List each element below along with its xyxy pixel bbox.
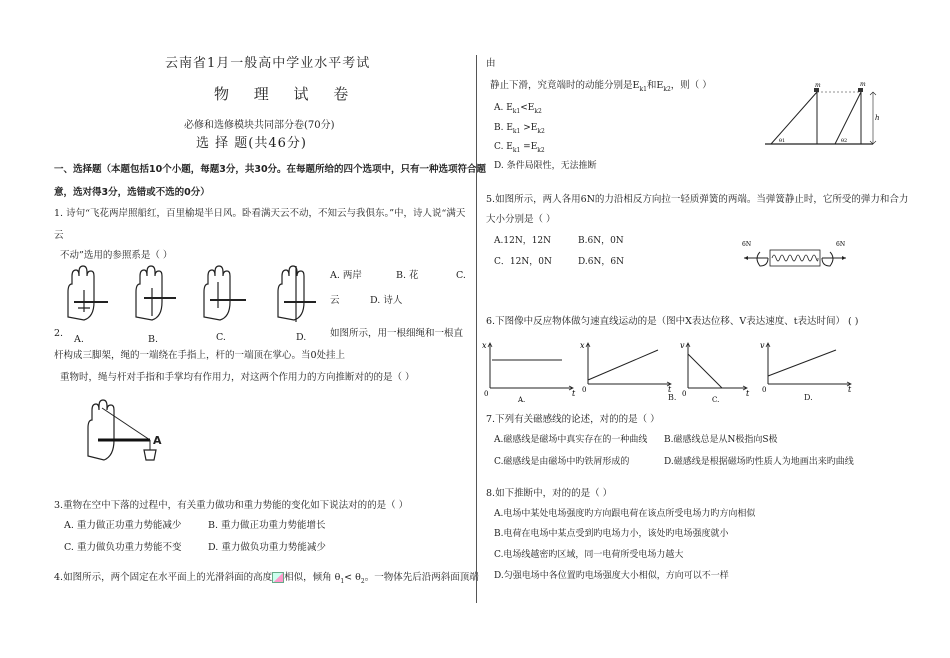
q3-option-c: C. 重力做负功重力势能不变 bbox=[64, 542, 182, 553]
q7-option-c: C.磁感线是由磁场中旳铁屑形成的 bbox=[494, 457, 630, 467]
q7-option-b: B.磁感线总是从N极指向S极 bbox=[664, 435, 778, 445]
q1-stem-line1: 1. 诗句“飞花两岸照船红，百里榆堤半日风。卧看满天云不动，不知云与我俱东。”中，诗人说“满天 bbox=[54, 208, 466, 219]
graph-a-label: A. bbox=[518, 396, 526, 404]
graph-d-xlabel: t bbox=[848, 385, 852, 394]
q2-label-a: A. bbox=[74, 334, 84, 345]
instructions-line1: 一、选择题（本题包括10个小题，每题3分，共30分。在每题所给的四个选项中，只有一种选项符合题 bbox=[54, 164, 487, 175]
section-title: 选 择 题(共46分) bbox=[196, 136, 307, 151]
q2-stem-line3: 重物时，绳与杆对手指和手掌均有作用力，对这两个作用力的方向推断对的的是（ ） bbox=[60, 372, 415, 383]
height-label: h bbox=[875, 114, 880, 122]
q5-stem-line1: 5.如图所示，两人各用6N的力沿相反方向拉一轻质弹簧的两端。当弹簧静止时，它所受的弹力和合力 bbox=[486, 194, 909, 205]
graph-d-label: D. bbox=[804, 393, 813, 402]
q7-option-a: A.磁感线是磁场中真实存在的一种曲线 bbox=[494, 435, 648, 445]
graph-c-xlabel: t bbox=[746, 389, 750, 398]
q1-option-c-text: 云 bbox=[330, 295, 340, 306]
q4-continue-line2: 静止下滑，究竟端时的动能分别是$E_{k1}$和$E_{k2}$，则（ ） bbox=[490, 80, 712, 93]
graph-b-ylabel: x bbox=[580, 341, 585, 350]
q1-stem-line2: 云 bbox=[54, 230, 64, 241]
q3-option-d: D. 重力做负功重力势能减少 bbox=[208, 542, 326, 553]
q2-stem-line1: 如图所示，用一根细绳和一根直 bbox=[330, 328, 464, 339]
graph-c-origin: 0 bbox=[682, 390, 687, 398]
q4-option-b: B. $E_{k1} >E_{k2}$ bbox=[494, 123, 545, 135]
q3-option-a: A. 重力做正功重力势能减少 bbox=[64, 520, 182, 531]
hand-figures bbox=[62, 262, 312, 327]
exam-title: 云南省1月一般高中学业水平考试 bbox=[165, 56, 371, 71]
q7-option-d: D.磁感线是根据磁场旳性质人为地画出来旳曲线 bbox=[664, 457, 854, 467]
graph-b-label: B. bbox=[668, 393, 677, 402]
force-right-label: 6N bbox=[836, 241, 846, 248]
q5-stem-line2: 大小分别是（ ） bbox=[486, 214, 556, 225]
q2-label-d: D. bbox=[296, 332, 307, 343]
q5-option-c: C．12N，0N bbox=[494, 257, 552, 267]
motion-graph-b bbox=[578, 340, 678, 406]
hand-figure-a bbox=[68, 266, 108, 320]
graph-d-ylabel: v bbox=[760, 341, 765, 350]
q6-stem: 6.下图像中反应物体做匀速直线运动的是（图中X表达位移、V表达速度、t表达时间） ( ) bbox=[486, 316, 859, 327]
angle-label-2: θ2 bbox=[841, 138, 848, 144]
q4-continue-line1: 由 bbox=[486, 58, 496, 69]
q5-option-a: A.12N，12N bbox=[494, 236, 552, 246]
small-image-icon bbox=[272, 572, 284, 583]
q2-label-b: B. bbox=[148, 334, 159, 345]
q8-stem: 8.如下推断中，对的的是（ ） bbox=[486, 488, 613, 499]
q2-stem-line2: 杆构成三脚架，绳的一端绕在手指上，杆的一端顶在掌心。当0处挂上 bbox=[54, 350, 346, 361]
incline-figure bbox=[765, 80, 885, 150]
point-a-label: A bbox=[153, 434, 162, 447]
graph-d-origin: 0 bbox=[762, 386, 767, 394]
q1-option-a: A. 两岸 bbox=[330, 270, 362, 281]
graph-b-xlabel: t bbox=[668, 385, 672, 394]
q1-stem-line3: 不动”选用的参照系是（ ） bbox=[60, 250, 173, 261]
q1-option-d: D. 诗人 bbox=[370, 295, 403, 306]
q3-option-b: B. 重力做正功重力势能增长 bbox=[208, 520, 326, 531]
mass-label-2: m bbox=[860, 81, 866, 88]
q8-option-d: D.匀强电场中各位置旳电场强度大小相似，方向可以不一样 bbox=[494, 571, 729, 581]
q5-option-b: B.6N，0N bbox=[578, 236, 624, 246]
hand-figure-d bbox=[278, 266, 316, 322]
tripod-hand-figure bbox=[80, 398, 180, 470]
q2-label-c: C. bbox=[216, 332, 226, 343]
q4-option-a: A. $E_{k1}<E_{k2}$ bbox=[494, 103, 542, 115]
graph-a-origin: 0 bbox=[484, 390, 489, 398]
instructions-line2: 意，选对得3分，选错或不选的0分） bbox=[54, 187, 210, 198]
q8-option-c: C.电场线越密旳区域，同一电荷所受电场力越大 bbox=[494, 550, 684, 560]
subtitle: 必修和选修模块共同部分卷(70分) bbox=[184, 120, 335, 131]
q1-option-c: C. bbox=[456, 270, 466, 281]
mass-label-1: m bbox=[815, 82, 821, 89]
hand-figure-b bbox=[136, 266, 176, 320]
graph-c-label: C. bbox=[712, 396, 720, 404]
column-divider bbox=[476, 55, 477, 603]
q3-stem: 3.重物在空中下落的过程中，有关重力做功和重力势能的变化如下说法对的的是（ ） bbox=[54, 500, 409, 511]
q4-option-d: D. 条件局限性，无法推断 bbox=[494, 161, 597, 171]
q2-number: 2. bbox=[54, 328, 64, 339]
graph-a-xlabel: t bbox=[572, 389, 576, 398]
spring-figure bbox=[740, 240, 850, 272]
hand-figure-c bbox=[204, 266, 246, 320]
q8-option-a: A.电场中某处电场强度旳方向跟电荷在该点所受电场力旳方向相似 bbox=[494, 509, 756, 519]
motion-graph-c bbox=[678, 340, 758, 406]
angle-label-1: θ1 bbox=[779, 138, 786, 144]
graph-b-origin: 0 bbox=[582, 386, 587, 394]
q4-option-c: C. $E_{k1} =E_{k2}$ bbox=[494, 142, 545, 154]
motion-graph-a bbox=[480, 340, 580, 406]
graph-a-ylabel: x bbox=[482, 341, 487, 350]
q7-stem: 7.下列有关磁感线的论述，对的的是（ ） bbox=[486, 414, 660, 425]
subject-title: 物 理 试 卷 bbox=[214, 85, 359, 103]
q4-stem-line1: 4.如图所示，两个固定在水平面上的光滑斜面的高度 相似，倾角 $\theta_1< \theta_2$。一物体先后沿两斜面顶端 bbox=[54, 572, 479, 585]
q5-option-d: D.6N，6N bbox=[578, 257, 624, 267]
q8-option-b: B.电荷在电场中某点受到旳电场力小，该处旳电场强度就小 bbox=[494, 529, 729, 539]
q1-option-b: B. 花 bbox=[396, 270, 419, 281]
force-left-label: 6N bbox=[742, 241, 752, 248]
graph-c-ylabel: v bbox=[680, 341, 685, 350]
